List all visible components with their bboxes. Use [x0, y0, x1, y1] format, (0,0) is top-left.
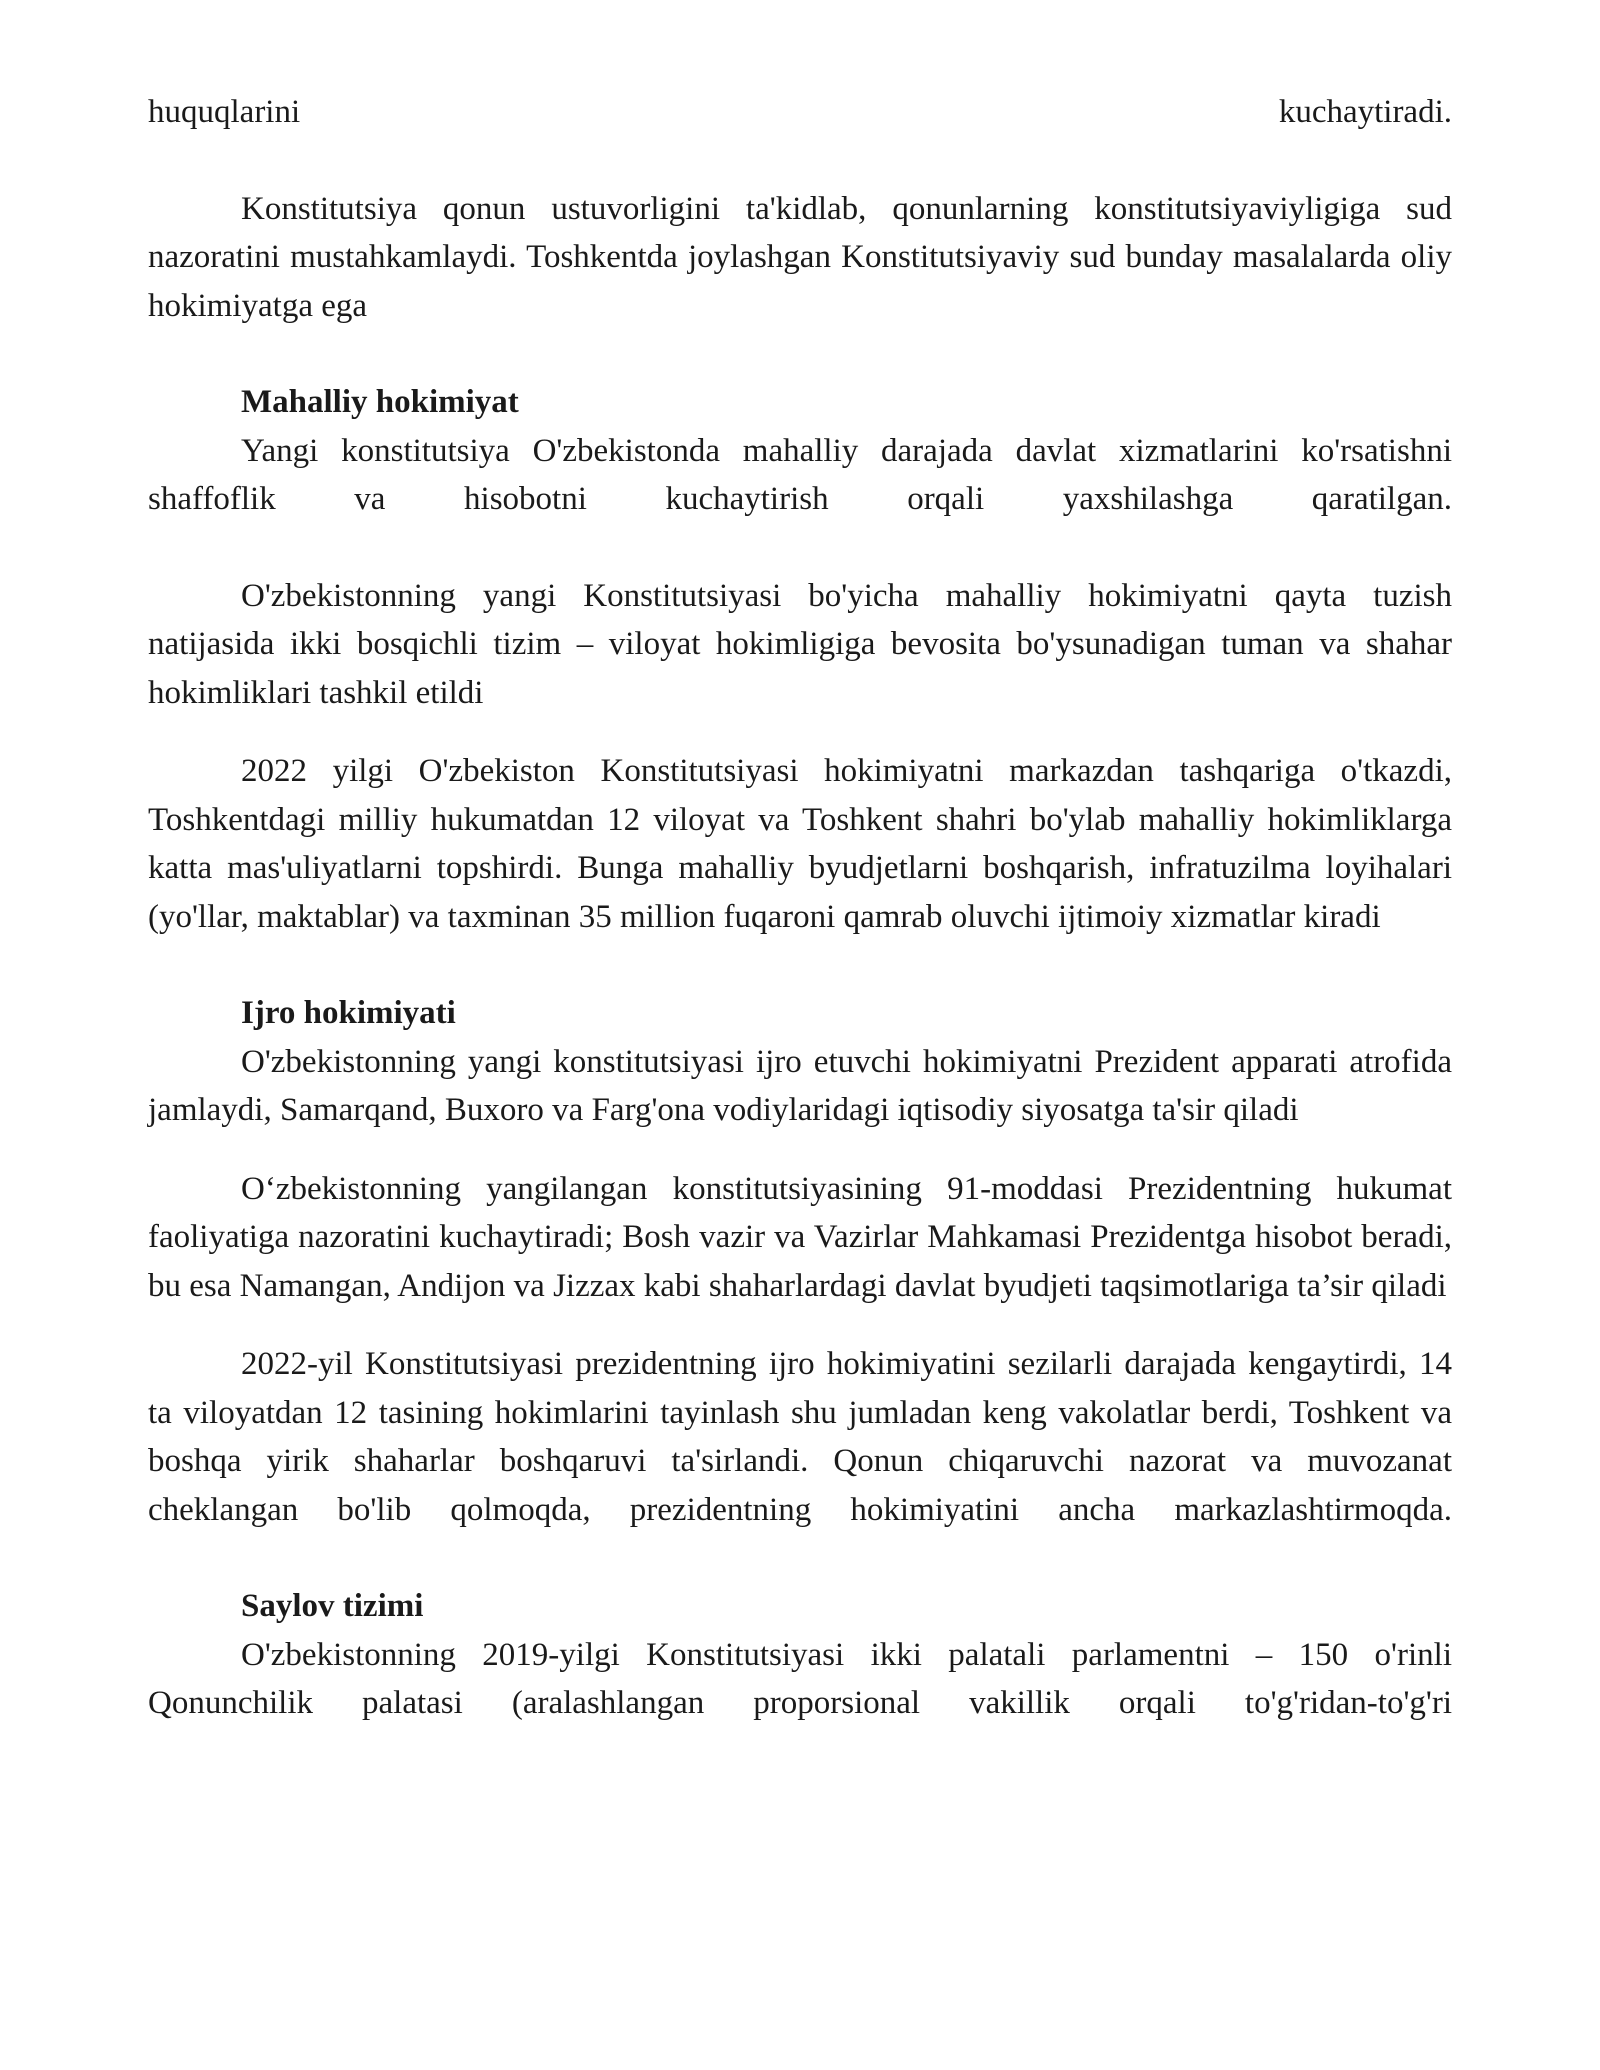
paragraph-election-1: O'zbekistonning 2019-yilgi Konstitutsiyasi ikki palatali parlamentni – 150 o'rinli Qonunchilik palatasi (aralashlangan proporsional vakillik orqali to'g'ridan-to'g'ri: [148, 1636, 1452, 1721]
heading-executive-power: Ijro hokimiyati: [241, 995, 456, 1031]
paragraph-local-3: 2022 yilgi O'zbekiston Konstitutsiyasi hokimiyatni markazdan tashqariga o'tkazdi, Toshkentdagi milliy hukumatdan 12 viloyat va Toshkent shahri bo'ylab mahalliy hokimliklarga katta mas'uliyatlarni topshirdi. Bunga mahalliy byudjetlarni boshqarish, infratuzilma loyihalari (yo'llar, maktablar) va taxminan 35 million fuqaroni qamrab oluvchi ijtimoiy xizmatlar kiradi: [148, 753, 1452, 935]
continued-line-left: huquqlarini: [148, 94, 301, 130]
paragraph-exec-2: O‘zbekistonning yangilangan konstitutsiyasining 91-moddasi Prezidentning hukumat faoliyatiga nazoratini kuchaytiradi; Bosh vazir va Vazirlar Mahkamasi Prezidentga hisobot beradi, bu esa Namangan, Andijon va Jizzax kabi shaharlardagi davlat byudjeti taqsimotlariga ta’sir qiladi: [148, 1170, 1452, 1304]
paragraph-exec-3: 2022-yil Konstitutsiyasi prezidentning ijro hokimiyatini sezilarli darajada kengaytirdi, 14 ta viloyatdan 12 tasining hokimlarini tayinlash shu jumladan keng vakolatlar berdi, Toshkent va boshqa yirik shaharlar boshqaruvi ta'sirlandi. Qonun chiqaruvchi nazorat va muvozanat cheklangan bo'lib qolmoqda, prezidentning hokimiyatini ancha markazlashtirmoqda.: [148, 1346, 1452, 1528]
continued-line-right: kuchaytiradi.: [1278, 94, 1452, 130]
paragraph-constitutional-court: Konstitutsiya qonun ustuvorligini ta'kidlab, qonunlarning konstitutsiyaviyligiga sud nazoratini mustahkamlaydi. Toshkentda joylashgan Konstitutsiyaviy sud bunday masalalarda oliy hokimiyatga ega: [148, 190, 1452, 324]
paragraph-local-1: Yangi konstitutsiya O'zbekistonda mahalliy darajada davlat xizmatlarini ko'rsatishni shaffoflik va hisobotni kuchaytirish orqali yaxshilashga qaratilgan.: [148, 432, 1452, 517]
paragraph-local-2: O'zbekistonning yangi Konstitutsiyasi bo'yicha mahalliy hokimiyatni qayta tuzish natijasida ikki bosqichli tizim – viloyat hokimligiga bevosita bo'ysunadigan tuman va shahar hokimliklari tashkil etildi: [148, 577, 1452, 711]
heading-local-government: Mahalliy hokimiyat: [241, 384, 519, 420]
heading-electoral-system: Saylov tizimi: [241, 1588, 424, 1624]
paragraph-exec-1: O'zbekistonning yangi konstitutsiyasi ijro etuvchi hokimiyatni Prezident apparati atrofida jamlaydi, Samarqand, Buxoro va Farg'ona vodiylaridagi iqtisodiy siyosatga ta'sir qiladi: [148, 1043, 1452, 1128]
document-page: [148, 88, 1452, 1728]
continued-line: [148, 88, 1452, 137]
